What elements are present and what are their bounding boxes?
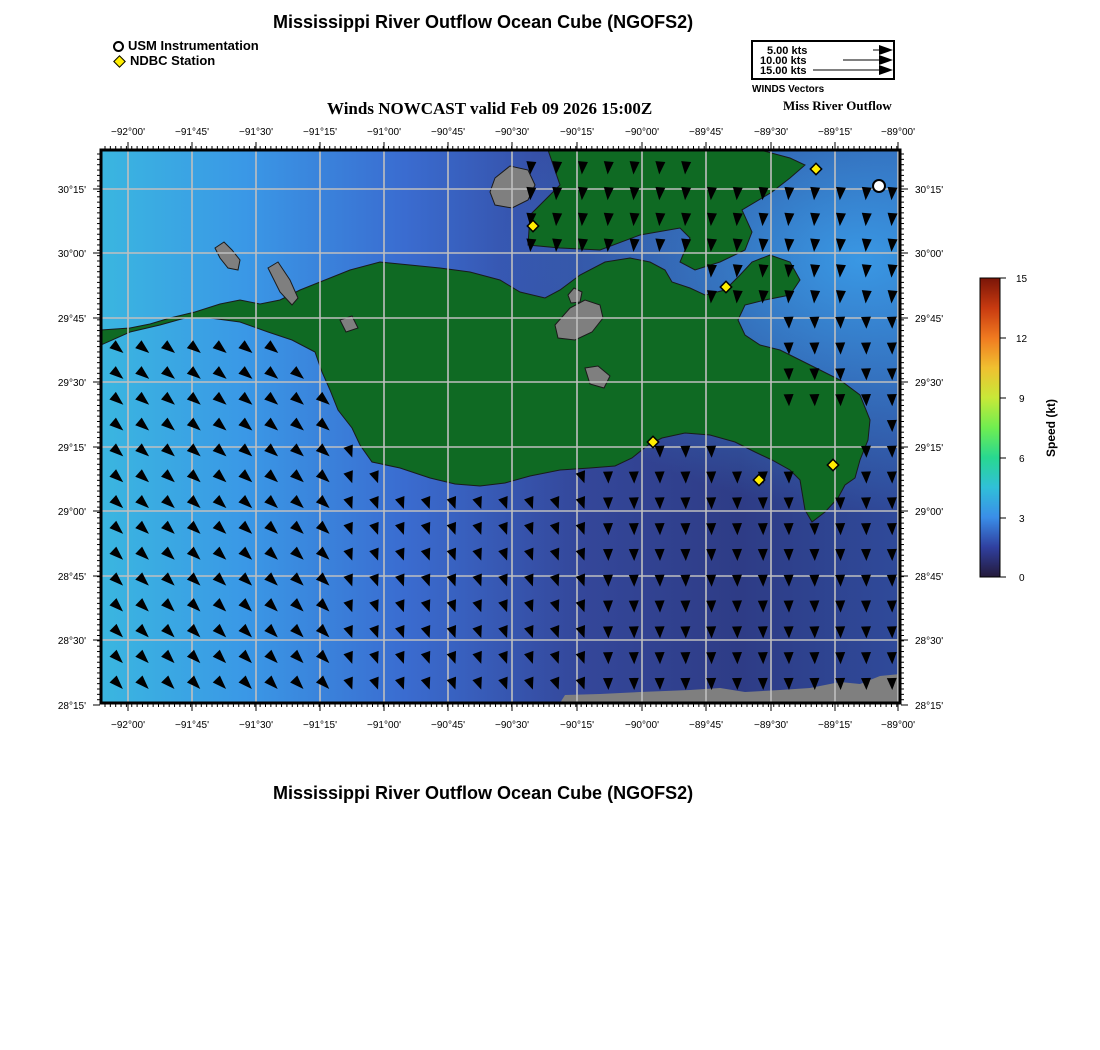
lon-tick-top-12: −89°00' bbox=[881, 127, 915, 138]
colorbar-tick-15: 15 bbox=[1016, 274, 1028, 285]
lat-tick-left-5: 29°00' bbox=[57, 507, 86, 518]
map-area bbox=[101, 150, 900, 705]
lat-tick-right-5: 29°00' bbox=[915, 507, 944, 518]
colorbar-tick-12: 12 bbox=[1016, 334, 1028, 345]
lon-tick-top-11: −89°15' bbox=[818, 127, 852, 138]
colorbar bbox=[980, 274, 1058, 584]
colorbar-gradient bbox=[980, 278, 1000, 577]
lat-labels-left bbox=[58, 185, 86, 712]
lon-tick-top-9: −89°45' bbox=[689, 127, 723, 138]
lat-tick-right-1: 30°00' bbox=[915, 249, 944, 260]
lat-tick-right-4: 29°15' bbox=[915, 443, 944, 454]
lon-tick-bottom-11: −89°15' bbox=[818, 720, 852, 731]
lon-tick-bottom-10: −89°30' bbox=[754, 720, 788, 731]
lat-tick-right-2: 29°45' bbox=[915, 314, 944, 325]
bottom-title: Mississippi River Outflow Ocean Cube (NGOFS2) bbox=[273, 783, 694, 803]
vector-key-caption: WINDS Vectors bbox=[752, 84, 825, 95]
lon-tick-bottom-7: −90°15' bbox=[560, 720, 594, 731]
lon-labels-top bbox=[111, 127, 915, 138]
lat-tick-right-6: 28°45' bbox=[915, 572, 944, 583]
lat-tick-right-3: 29°30' bbox=[915, 378, 944, 389]
lon-tick-top-2: −91°30' bbox=[239, 127, 273, 138]
legend-ndbc-label: NDBC Station bbox=[130, 53, 216, 68]
lat-tick-left-3: 29°30' bbox=[57, 378, 86, 389]
lat-tick-right-0: 30°15' bbox=[915, 185, 944, 196]
usm-station-marker[interactable] bbox=[873, 180, 885, 192]
colorbar-label: Speed (kt) bbox=[1044, 398, 1058, 458]
legend-usm-label: USM Instrumentation bbox=[128, 38, 259, 53]
colorbar-ticks bbox=[1000, 278, 1006, 577]
lat-tick-left-4: 29°15' bbox=[57, 443, 86, 454]
lon-tick-top-0: −92°00' bbox=[111, 127, 145, 138]
page-title: Mississippi River Outflow Ocean Cube (NGOFS2) bbox=[273, 12, 694, 32]
lon-tick-top-6: −90°30' bbox=[495, 127, 529, 138]
lon-tick-bottom-3: −91°15' bbox=[303, 720, 337, 731]
lat-tick-left-0: 30°15' bbox=[57, 185, 86, 196]
lat-tick-left-1: 30°00' bbox=[57, 249, 86, 260]
lat-tick-left-6: 28°45' bbox=[57, 572, 86, 583]
lon-tick-bottom-1: −91°45' bbox=[175, 720, 209, 731]
lon-labels-bottom bbox=[111, 720, 915, 731]
lon-tick-bottom-8: −90°00' bbox=[625, 720, 659, 731]
lon-tick-top-10: −89°30' bbox=[754, 127, 788, 138]
lat-labels-right bbox=[915, 185, 943, 712]
colorbar-tick-6: 6 bbox=[1019, 454, 1025, 465]
lon-tick-bottom-4: −91°00' bbox=[367, 720, 401, 731]
lon-tick-bottom-2: −91°30' bbox=[239, 720, 273, 731]
colorbar-tick-9: 9 bbox=[1019, 394, 1025, 405]
lat-tick-left-8: 28°15' bbox=[57, 701, 86, 712]
lat-tick-right-7: 28°30' bbox=[915, 636, 944, 647]
colorbar-tick-0: 0 bbox=[1019, 573, 1025, 584]
vector-key-15: 15.00 kts bbox=[760, 65, 807, 77]
lon-tick-top-8: −90°00' bbox=[625, 127, 659, 138]
lat-tick-right-8: 28°15' bbox=[915, 701, 944, 712]
map-title: Winds NOWCAST valid Feb 09 2026 15:00Z bbox=[327, 99, 653, 118]
colorbar-tick-3: 3 bbox=[1019, 514, 1025, 525]
lon-tick-top-5: −90°45' bbox=[431, 127, 465, 138]
region-label: Miss River Outflow bbox=[783, 98, 892, 113]
lon-tick-bottom-0: −92°00' bbox=[111, 720, 145, 731]
lon-tick-top-7: −90°15' bbox=[560, 127, 594, 138]
lon-tick-top-1: −91°45' bbox=[175, 127, 209, 138]
vector-key-5: 5.00 kts bbox=[767, 45, 808, 57]
lat-tick-left-2: 29°45' bbox=[57, 314, 86, 325]
lon-tick-bottom-6: −90°30' bbox=[495, 720, 529, 731]
lat-tick-left-7: 28°30' bbox=[57, 636, 86, 647]
lon-tick-bottom-9: −89°45' bbox=[689, 720, 723, 731]
lon-tick-bottom-5: −90°45' bbox=[431, 720, 465, 731]
vector-key-10: 10.00 kts bbox=[760, 55, 807, 67]
lon-tick-top-4: −91°00' bbox=[367, 127, 401, 138]
lon-tick-bottom-12: −89°00' bbox=[881, 720, 915, 731]
lon-tick-top-3: −91°15' bbox=[303, 127, 337, 138]
